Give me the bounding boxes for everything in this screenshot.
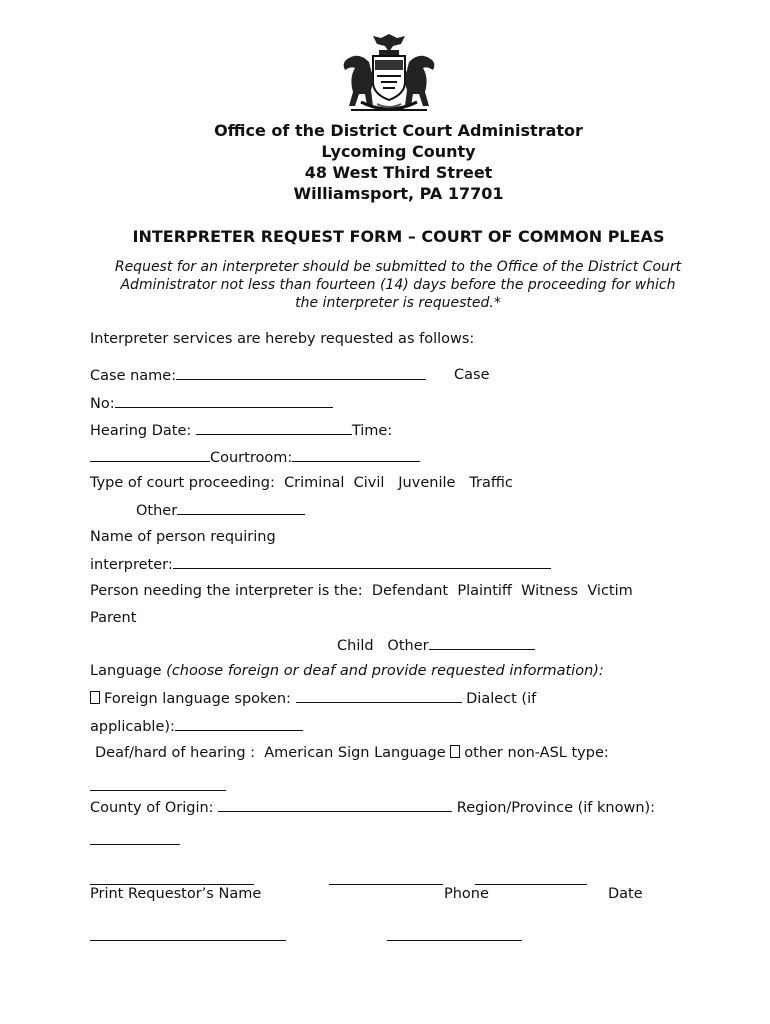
person-role-label: Person needing the interpreter is the: [90, 583, 363, 599]
dialect-field[interactable] [175, 718, 303, 731]
dialect-label-a: Dialect (if [466, 691, 537, 707]
city-state-zip: Williamsport, PA 17701 [293, 184, 504, 203]
notice-line-3: the interpreter is requested.* [295, 295, 501, 311]
phone-field[interactable] [329, 883, 443, 885]
date-label: Date [608, 886, 643, 902]
role-plaintiff-option[interactable]: Plaintiff [457, 583, 512, 599]
region-field[interactable] [90, 843, 180, 845]
hearing-date-label: Hearing Date: [90, 423, 192, 439]
courtroom-label: Courtroom: [210, 450, 293, 466]
person-name-label-b: interpreter: [90, 557, 173, 573]
county-origin-field[interactable] [218, 799, 452, 812]
form-title: INTERPRETER REQUEST FORM – COURT OF COMMON PLEAS [132, 227, 665, 246]
case-number-field[interactable] [115, 395, 333, 408]
courtroom-field[interactable] [292, 449, 420, 462]
phone-label: Phone [444, 886, 489, 902]
county-origin-row [90, 799, 655, 816]
proceeding-civil-option[interactable]: Civil [353, 475, 385, 491]
time-label: Time: [351, 423, 393, 439]
proceeding-traffic-option[interactable]: Traffic [469, 475, 513, 491]
non-asl-label: other non-ASL type: [464, 745, 609, 761]
requestor-name-label: Print Requestor’s Name [90, 886, 262, 902]
office-name: Office of the District Court Administrator [214, 121, 583, 140]
notice-line-1: Request for an interpreter should be submitted to the Office of the District Court [114, 259, 682, 275]
courtroom-row [90, 449, 420, 466]
case-number-label-b: No: [90, 396, 115, 412]
case-number-label-a: Case [454, 367, 490, 383]
role-witness-option[interactable]: Witness [521, 583, 579, 599]
hearing-date-field[interactable] [196, 422, 352, 435]
person-name-row [90, 556, 551, 573]
role-child-option[interactable]: Child [337, 638, 374, 654]
proceeding-other-row [136, 502, 305, 519]
date-field[interactable] [475, 883, 587, 885]
case-number-row [90, 395, 333, 412]
dialect-row [90, 718, 303, 735]
foreign-language-field[interactable] [296, 690, 462, 703]
signature-date-field[interactable] [387, 939, 522, 941]
dialect-label-b: applicable): [90, 719, 175, 735]
proceeding-type-label: Type of court proceeding: [90, 475, 275, 491]
person-name-label-a: Name of person requiring [90, 529, 276, 545]
role-other-option[interactable]: Other [387, 638, 429, 654]
proceeding-other-field[interactable] [177, 502, 305, 515]
proceeding-juvenile-option[interactable]: Juvenile [398, 475, 456, 491]
proceeding-criminal-option[interactable]: Criminal [284, 475, 345, 491]
role-other-field[interactable] [429, 637, 535, 650]
county-name: Lycoming County [321, 142, 476, 161]
time-field[interactable] [90, 449, 210, 462]
foreign-language-row [90, 690, 536, 707]
foreign-language-label: Foreign language spoken: [104, 691, 291, 707]
non-asl-checkbox[interactable] [450, 745, 460, 758]
deaf-label: Deaf/hard of hearing : [95, 745, 256, 761]
language-label: Language [90, 663, 162, 679]
street-address: 48 West Third Street [304, 163, 493, 182]
case-name-field[interactable] [176, 367, 426, 380]
county-origin-label: County of Origin: [90, 800, 214, 816]
language-instructions: (choose foreign or deaf and provide requested information): [166, 663, 604, 679]
person-name-field[interactable] [173, 556, 551, 569]
case-name-row [90, 367, 426, 384]
proceeding-row [90, 475, 513, 491]
notice-line-2: Administrator not less than fourteen (14) days before the proceeding for which [120, 277, 676, 293]
deaf-row [95, 745, 609, 761]
requestor-signature-field[interactable] [90, 939, 286, 941]
foreign-language-checkbox[interactable] [90, 691, 100, 704]
requestor-name-field[interactable] [90, 883, 254, 885]
case-name-label: Case name: [90, 368, 177, 384]
role-parent-option[interactable]: Parent [90, 610, 137, 626]
person-role-row [90, 583, 633, 599]
proceeding-other-option[interactable]: Other [136, 503, 178, 519]
intro-text: Interpreter services are hereby requested as follows: [90, 331, 475, 347]
asl-option[interactable]: American Sign Language [264, 745, 446, 761]
submission-notice [80, 258, 716, 312]
role-victim-option[interactable]: Victim [587, 583, 633, 599]
non-asl-type-field[interactable] [90, 789, 226, 791]
role-other-row [337, 637, 535, 654]
region-label: Region/Province (if known): [456, 800, 656, 816]
hearing-row [90, 422, 392, 439]
role-defendant-option[interactable]: Defendant [371, 583, 449, 599]
pennsylvania-coat-of-arms-seal [331, 32, 447, 116]
language-row [90, 663, 604, 679]
